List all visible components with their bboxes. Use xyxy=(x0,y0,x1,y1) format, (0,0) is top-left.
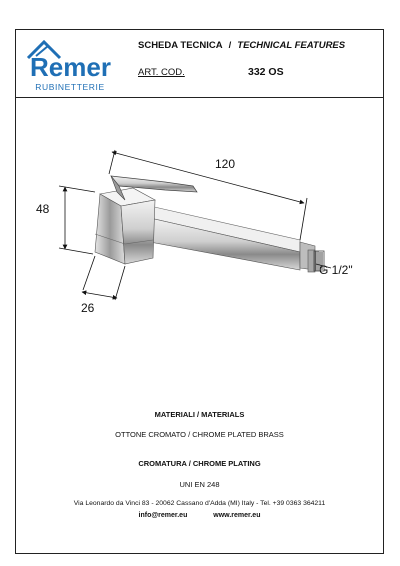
title-italian: SCHEDA TECNICA xyxy=(138,40,223,51)
logo-wordmark: Remer xyxy=(30,52,111,82)
height-dimension-label: 48 xyxy=(36,202,50,216)
footer-email[interactable]: info@remer.eu xyxy=(138,512,188,519)
materials-value: OTTONE CROMATO / CHROME PLATED BRASS xyxy=(115,430,284,439)
title-separator: / xyxy=(228,40,232,51)
depth-dimension-label: 26 xyxy=(81,301,95,315)
plating-heading: CROMATURA / CHROME PLATING xyxy=(138,459,261,468)
product-technical-drawing xyxy=(15,130,384,340)
article-code-value: 332 OS xyxy=(248,66,284,78)
length-dimension-label: 120 xyxy=(215,157,236,171)
header-divider xyxy=(15,97,384,98)
footer-address: Via Leonardo da Vinci 83 - 20062 Cassano d'Adda (MI) Italy - Tel. +39 0363 364211 xyxy=(73,500,326,507)
title-english: TECHNICAL FEATURES xyxy=(237,40,346,51)
footer-contacts xyxy=(15,512,384,519)
footer-website[interactable]: www.remer.eu xyxy=(213,512,261,519)
spray-arm xyxy=(150,206,300,270)
logo-subtitle: RUBINETTERIE xyxy=(35,82,105,92)
materials-heading: MATERIALI / MATERIALS xyxy=(154,410,245,419)
article-code-label: ART. COD. xyxy=(138,67,185,78)
thread-size-label: G 1/2" xyxy=(319,263,353,277)
plating-standard: UNI EN 248 xyxy=(179,480,220,489)
page-title xyxy=(138,40,345,51)
